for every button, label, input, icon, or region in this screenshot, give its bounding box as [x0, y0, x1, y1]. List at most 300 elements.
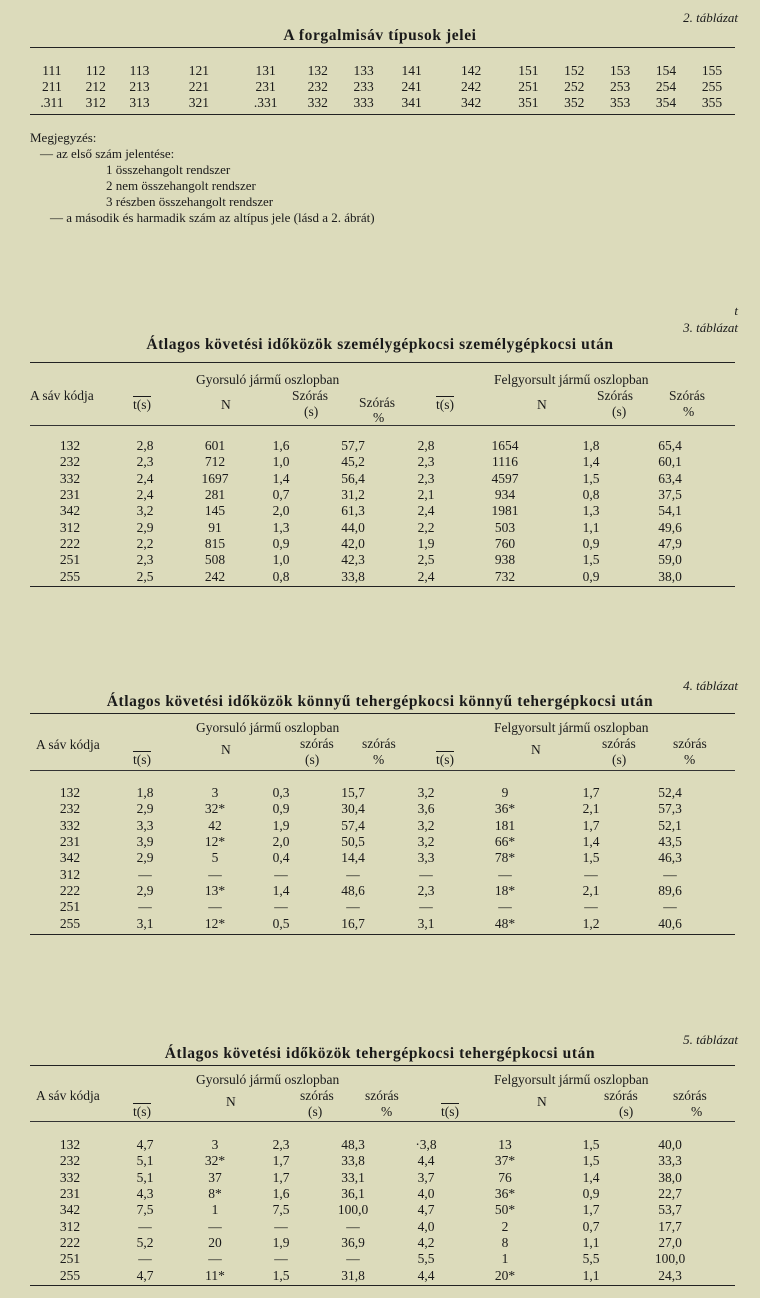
table-cell: — — [208, 1251, 222, 1267]
table-row — [30, 834, 710, 850]
table-cell: 5,5 — [417, 1251, 435, 1267]
table-cell: 1 — [211, 1202, 219, 1218]
table5-header-rule — [30, 1121, 735, 1122]
table-cell: 2,3 — [136, 552, 154, 568]
table4-bottom-rule — [30, 934, 735, 935]
table-cell: 52,4 — [658, 785, 682, 801]
table4-header-n1: N — [221, 742, 231, 757]
table3-header-rule — [30, 425, 735, 426]
table-cell: 27,0 — [658, 1234, 682, 1250]
table-cell: 1,0 — [272, 552, 290, 568]
table-row — [30, 785, 710, 801]
table-cell: 1,7 — [582, 1202, 600, 1218]
table-cell: 0,5 — [272, 915, 290, 931]
table3-header-sdp1: Szórás — [359, 395, 395, 410]
table-cell: 3,1 — [136, 915, 154, 931]
table-cell: — — [419, 866, 433, 882]
table-cell: 36,1 — [341, 1186, 365, 1202]
table-cell: 32* — [204, 801, 226, 817]
table-cell: 33,1 — [341, 1169, 365, 1185]
table4-header-t1: t(s) — [133, 752, 151, 767]
table-cell: 0,9 — [582, 1186, 600, 1202]
code-row — [30, 95, 735, 111]
table-cell: — — [663, 899, 677, 915]
table-cell: 601 — [204, 438, 226, 454]
table-cell: 48* — [494, 915, 516, 931]
table-cell: 8 — [501, 1234, 509, 1250]
table-cell: 313 — [129, 95, 150, 110]
table-row — [30, 1186, 710, 1202]
table-cell: 1,7 — [272, 1169, 290, 1185]
table-cell: 312 — [85, 95, 106, 110]
table-cell: 46,3 — [658, 850, 682, 866]
table-cell: 2,3 — [417, 882, 435, 898]
table-cell: 33,8 — [341, 568, 365, 584]
table-row — [30, 866, 710, 882]
table-cell: 231 — [59, 834, 81, 850]
table-cell: 20 — [208, 1234, 222, 1250]
table-cell: 1,4 — [582, 1169, 600, 1185]
table-cell: 0,4 — [272, 850, 290, 866]
table-cell: — — [346, 1218, 360, 1234]
table4-header-code: A sáv kódja — [36, 737, 100, 752]
table-cell: 8* — [208, 1186, 222, 1202]
table-row — [30, 1137, 710, 1153]
table3-bottom-rule — [30, 586, 735, 587]
table-cell: 37* — [494, 1153, 516, 1169]
table5-header-n2: N — [537, 1094, 547, 1109]
table-row — [30, 552, 710, 568]
table-cell: 342 — [59, 1202, 81, 1218]
table-cell: 20* — [494, 1267, 516, 1283]
table-cell: — — [346, 899, 360, 915]
table-cell: 5,2 — [136, 1234, 154, 1250]
table-cell: 1,8 — [582, 438, 600, 454]
table-cell: 222 — [59, 535, 81, 551]
table-cell: 241 — [401, 79, 422, 94]
table-cell: 1,7 — [582, 785, 600, 801]
table-cell: 57,4 — [341, 817, 365, 833]
table-cell: 145 — [204, 503, 226, 519]
table-cell: — — [208, 899, 222, 915]
table-cell: 48,3 — [341, 1137, 365, 1153]
table-cell: 13* — [204, 882, 226, 898]
table-cell: 52,1 — [658, 817, 682, 833]
table-row — [30, 1251, 710, 1267]
table-cell: 4,0 — [417, 1218, 435, 1234]
table-cell: 2,9 — [136, 850, 154, 866]
table4-header-sds2: szórás — [602, 736, 636, 751]
code-row — [30, 63, 735, 79]
table-cell: 3,6 — [417, 801, 435, 817]
table-cell: 5,1 — [136, 1169, 154, 1185]
table3-header-group1: Gyorsuló jármű oszlopban — [196, 372, 340, 387]
table-row — [30, 1235, 710, 1251]
table-cell: 63,4 — [658, 470, 682, 486]
table4-caption: 4. táblázat — [683, 678, 738, 693]
table-cell: 131 — [255, 63, 276, 78]
table-cell: 231 — [59, 487, 81, 503]
table-cell: 5,1 — [136, 1153, 154, 1169]
table-row — [30, 883, 710, 899]
table-cell: — — [346, 866, 360, 882]
table2-note — [30, 130, 375, 226]
table-cell: 5,5 — [582, 1251, 600, 1267]
table-cell: 251 — [59, 552, 81, 568]
table-cell: 57,3 — [658, 801, 682, 817]
table-row — [30, 519, 710, 535]
table-cell: 1,4 — [272, 470, 290, 486]
table-cell: 4,0 — [417, 1186, 435, 1202]
table-cell: 3,2 — [417, 817, 435, 833]
table5-header-code: A sáv kódja — [36, 1088, 100, 1103]
table-cell: 312 — [59, 519, 81, 535]
table-row — [30, 454, 710, 470]
table-cell: 132 — [59, 785, 81, 801]
table-cell: — — [138, 899, 152, 915]
table-cell: 1,5 — [272, 1267, 290, 1283]
table-cell: 47,9 — [658, 535, 682, 551]
table-cell: 231 — [59, 1186, 81, 1202]
table3-header-group2: Felgyorsult jármű oszlopban — [494, 372, 649, 387]
table5-header-sdp2-unit: % — [691, 1104, 703, 1119]
table-cell: 0,9 — [272, 535, 290, 551]
table-cell: 0,8 — [272, 568, 290, 584]
table-cell: 100,0 — [337, 1202, 369, 1218]
table-cell: 3 — [211, 1137, 219, 1153]
table-cell: 1,4 — [582, 834, 600, 850]
table-cell: 36* — [494, 801, 516, 817]
table-cell: 13 — [498, 1137, 512, 1153]
table-cell: 16,7 — [341, 915, 365, 931]
table-cell: 1,3 — [582, 503, 600, 519]
table3-header-t1: t(s) — [133, 397, 151, 412]
table-cell: 1,5 — [582, 1137, 600, 1153]
table-cell: 2,3 — [272, 1137, 290, 1153]
table4-header-group1: Gyorsuló jármű oszlopban — [196, 720, 340, 735]
table-row — [30, 568, 710, 584]
table-cell: 142 — [460, 63, 482, 78]
table4-header-sdp2: szórás — [673, 736, 707, 751]
table-cell: 4,7 — [136, 1267, 154, 1283]
table-cell: 11* — [205, 1267, 225, 1283]
table-cell: 113 — [129, 63, 150, 78]
table-cell: 32* — [204, 1153, 226, 1169]
table-cell: 4,7 — [136, 1137, 154, 1153]
table-cell: 0,9 — [582, 535, 600, 551]
table-cell: 53,7 — [658, 1202, 682, 1218]
table-cell: 255 — [701, 79, 723, 94]
note-line-4: 3 részben összehangolt rendszer — [106, 194, 274, 209]
table5-header-sds1: szórás — [300, 1088, 334, 1103]
table-cell: 332 — [59, 470, 81, 486]
table-cell: 54,1 — [658, 503, 682, 519]
table-cell: 0,9 — [582, 568, 600, 584]
table5-header-group1: Gyorsuló jármű oszlopban — [196, 1072, 340, 1087]
table-cell: 57,7 — [341, 438, 365, 454]
table-cell: 14,4 — [341, 850, 365, 866]
table-cell: — — [419, 899, 433, 915]
table-row — [30, 503, 710, 519]
table-cell: 352 — [564, 95, 585, 110]
table4-body — [30, 785, 710, 932]
table-row — [30, 536, 710, 552]
table5-top-rule — [30, 1065, 735, 1066]
table-cell: 351 — [518, 95, 539, 110]
table-cell: 232 — [59, 454, 81, 470]
table-row — [30, 1153, 710, 1169]
table-cell: 132 — [307, 63, 328, 78]
table3-top-rule — [30, 362, 735, 363]
table-cell: 17,7 — [658, 1218, 682, 1234]
table-cell: 2,0 — [272, 834, 290, 850]
table-cell: 112 — [85, 63, 106, 78]
table4-header-t2: t(s) — [436, 752, 454, 767]
table-cell: 3,3 — [417, 850, 435, 866]
table3-header-sds1-unit: (s) — [304, 404, 319, 419]
table-cell: 141 — [401, 63, 422, 78]
table-cell: 1,9 — [272, 817, 290, 833]
table-cell: 31,2 — [341, 487, 365, 503]
table-cell: 9 — [501, 785, 509, 801]
table-cell: 2,4 — [136, 487, 154, 503]
table4-header-sdp2-unit: % — [684, 752, 696, 767]
table-cell: 42,3 — [341, 552, 365, 568]
table-cell: 211 — [42, 79, 62, 94]
table-cell: 4597 — [491, 470, 519, 486]
table-cell: 2,2 — [136, 535, 154, 551]
table-cell: 222 — [59, 1234, 81, 1250]
table-cell: 332 — [307, 95, 328, 110]
table3-header-n1: N — [221, 397, 231, 412]
table-cell: 1,5 — [582, 850, 600, 866]
table-cell: 232 — [59, 801, 81, 817]
table-cell: 76 — [498, 1169, 512, 1185]
note-heading: Megjegyzés: — [30, 130, 97, 145]
table-cell: 33,3 — [658, 1153, 682, 1169]
table4-header-sds1: szórás — [300, 736, 334, 751]
table-cell: 3,2 — [417, 785, 435, 801]
table-cell: 1,3 — [272, 519, 290, 535]
table-cell: 255 — [59, 568, 81, 584]
table5-header-sds2-unit: (s) — [619, 1104, 634, 1119]
table-cell: 342 — [59, 850, 81, 866]
table-cell: — — [663, 866, 677, 882]
table-cell: 7,5 — [272, 1202, 290, 1218]
table-cell: 45,2 — [341, 454, 365, 470]
table-cell: 36,9 — [341, 1234, 365, 1250]
table-cell: — — [346, 1251, 360, 1267]
table-cell: — — [138, 866, 152, 882]
table4-header-sdp1: szórás — [362, 736, 396, 751]
table-cell: 40,6 — [658, 915, 682, 931]
table5-header-sds1-unit: (s) — [308, 1104, 323, 1119]
table5-header-t1: t(s) — [133, 1104, 151, 1119]
table-cell: 56,4 — [341, 470, 365, 486]
note-line-3: 2 nem összehangolt rendszer — [106, 178, 256, 193]
note-line-5: — a második és harmadik szám az altípus jele (lásd a 2. ábrát) — [50, 210, 375, 225]
table-cell: 1,6 — [272, 1186, 290, 1202]
table-cell: 242 — [204, 568, 226, 584]
table3-caption: 3. táblázat — [683, 320, 738, 335]
table-cell: 342 — [59, 503, 81, 519]
table-cell: 91 — [208, 519, 222, 535]
table3-header-sds2: Szórás — [597, 388, 633, 403]
table-cell: 49,6 — [658, 519, 682, 535]
table-row — [30, 899, 710, 915]
table-cell: 213 — [129, 79, 150, 94]
table-cell: — — [138, 1218, 152, 1234]
table-cell: 3,7 — [417, 1169, 435, 1185]
table-cell: 1,9 — [272, 1234, 290, 1250]
table-cell: 1116 — [492, 454, 518, 470]
table-cell: 4,4 — [417, 1267, 435, 1283]
table-cell: 181 — [494, 817, 516, 833]
table-cell: 2,4 — [136, 470, 154, 486]
table-cell: 2,8 — [136, 438, 154, 454]
table-cell: 2,1 — [582, 882, 600, 898]
table-cell: 2,1 — [582, 801, 600, 817]
table-cell: 321 — [188, 95, 210, 110]
table5-caption: 5. táblázat — [683, 1032, 738, 1047]
table3-header-code: A sáv kódja — [30, 388, 94, 403]
table3-header-sdp2-unit: % — [683, 404, 695, 419]
table-cell: 3,2 — [136, 503, 154, 519]
table-cell: 7,5 — [136, 1202, 154, 1218]
table-cell: 4,7 — [417, 1202, 435, 1218]
table-cell: 4,4 — [417, 1153, 435, 1169]
table-cell: 1697 — [201, 470, 229, 486]
table-cell: 2 — [501, 1218, 509, 1234]
table-cell: 2,3 — [417, 454, 435, 470]
table-cell: — — [498, 899, 512, 915]
table-row — [30, 1170, 710, 1186]
table-cell: 1,5 — [582, 552, 600, 568]
table-cell: 153 — [610, 63, 631, 78]
table-cell: 50,5 — [341, 834, 365, 850]
table5-header-sds2: szórás — [604, 1088, 638, 1103]
table-cell: 212 — [85, 79, 106, 94]
table-cell: 934 — [494, 487, 516, 503]
table-cell: 354 — [655, 95, 677, 110]
table-cell: 2,5 — [136, 568, 154, 584]
table-cell: 503 — [494, 519, 516, 535]
table-cell: 1,1 — [582, 1234, 600, 1250]
table-cell: — — [584, 899, 598, 915]
table-cell: 42,0 — [341, 535, 365, 551]
table-cell: 333 — [353, 95, 374, 110]
table-cell: 221 — [188, 79, 210, 94]
table-cell: 2,2 — [417, 519, 435, 535]
table-cell: 251 — [518, 79, 539, 94]
table-cell: 61,3 — [341, 503, 365, 519]
table-cell: 1654 — [491, 438, 519, 454]
table-cell: 312 — [59, 866, 81, 882]
table-row — [30, 801, 710, 817]
table-cell: .311 — [40, 95, 64, 110]
table-cell: 232 — [59, 1153, 81, 1169]
table3-header-sdp2: Szórás — [669, 388, 705, 403]
code-row — [30, 79, 735, 95]
table-cell: 2,9 — [136, 519, 154, 535]
table-cell: 251 — [59, 899, 81, 915]
table-row — [30, 1267, 710, 1283]
table-cell: 3 — [211, 785, 219, 801]
table-cell: 43,5 — [658, 834, 682, 850]
table-cell: — — [584, 866, 598, 882]
table-cell: 133 — [353, 63, 374, 78]
table2-caption: 2. táblázat — [683, 10, 738, 25]
table-cell: 59,0 — [658, 552, 682, 568]
table-row — [30, 487, 710, 503]
table-cell: 3,1 — [417, 915, 435, 931]
table-cell: — — [274, 866, 288, 882]
table-row — [30, 850, 710, 866]
table5-title: Átlagos követési időközök tehergépkocsi tehergépkocsi után — [164, 1045, 596, 1062]
table-cell: 3,9 — [136, 834, 154, 850]
table-cell: 242 — [460, 79, 482, 94]
table-cell: 1,1 — [582, 519, 600, 535]
table-cell: 1,4 — [582, 454, 600, 470]
table-cell: 3,2 — [417, 834, 435, 850]
table-cell: 938 — [494, 552, 516, 568]
table-cell: 78* — [494, 850, 516, 866]
table-cell: 1,5 — [582, 1153, 600, 1169]
table-cell: 232 — [307, 79, 328, 94]
table-cell: 50* — [494, 1202, 516, 1218]
table-cell: 1,6 — [272, 438, 290, 454]
table-cell: 233 — [353, 79, 374, 94]
note-line-1: — az első szám jelentése: — [40, 146, 175, 161]
table2-top-rule — [30, 47, 735, 48]
table-cell: 1,0 — [272, 454, 290, 470]
table-cell: 712 — [204, 454, 226, 470]
table-cell: 2,3 — [136, 454, 154, 470]
table-cell: 155 — [701, 63, 723, 78]
table-cell: 2,9 — [136, 801, 154, 817]
table-cell: 1,7 — [272, 1153, 290, 1169]
table-cell: 1,4 — [272, 882, 290, 898]
table-cell: 1,5 — [582, 470, 600, 486]
table-cell: 152 — [564, 63, 585, 78]
table-cell: — — [208, 1218, 222, 1234]
table-cell: 154 — [655, 63, 677, 78]
table-cell: 252 — [564, 79, 585, 94]
table-cell: 355 — [701, 95, 723, 110]
table5-header-t2: t(s) — [441, 1104, 459, 1119]
table-cell: 0,7 — [272, 487, 290, 503]
table-cell: 1,7 — [582, 817, 600, 833]
table-cell: .331 — [253, 95, 278, 110]
table3-body — [30, 438, 710, 585]
table-cell: — — [138, 1251, 152, 1267]
table-cell: 24,3 — [658, 1267, 682, 1283]
table-cell: 2,5 — [417, 552, 435, 568]
table-cell: 0,3 — [272, 785, 290, 801]
table-cell: 31,8 — [341, 1267, 365, 1283]
table3-header-sds1: Szórás — [292, 388, 328, 403]
table-row — [30, 915, 710, 931]
table-cell: — — [274, 1218, 288, 1234]
table-cell: 1,9 — [417, 535, 435, 551]
table4-title: Átlagos követési időközök könnyű tehergépkocsi könnyű tehergépkocsi után — [106, 693, 654, 710]
table4-header-n2: N — [531, 742, 541, 757]
table4-header-sdp1-unit: % — [373, 752, 385, 767]
table-cell: 2,1 — [417, 487, 435, 503]
table-cell: 251 — [59, 1251, 81, 1267]
table4-header-rule — [30, 770, 735, 771]
table-cell: 341 — [401, 95, 422, 110]
